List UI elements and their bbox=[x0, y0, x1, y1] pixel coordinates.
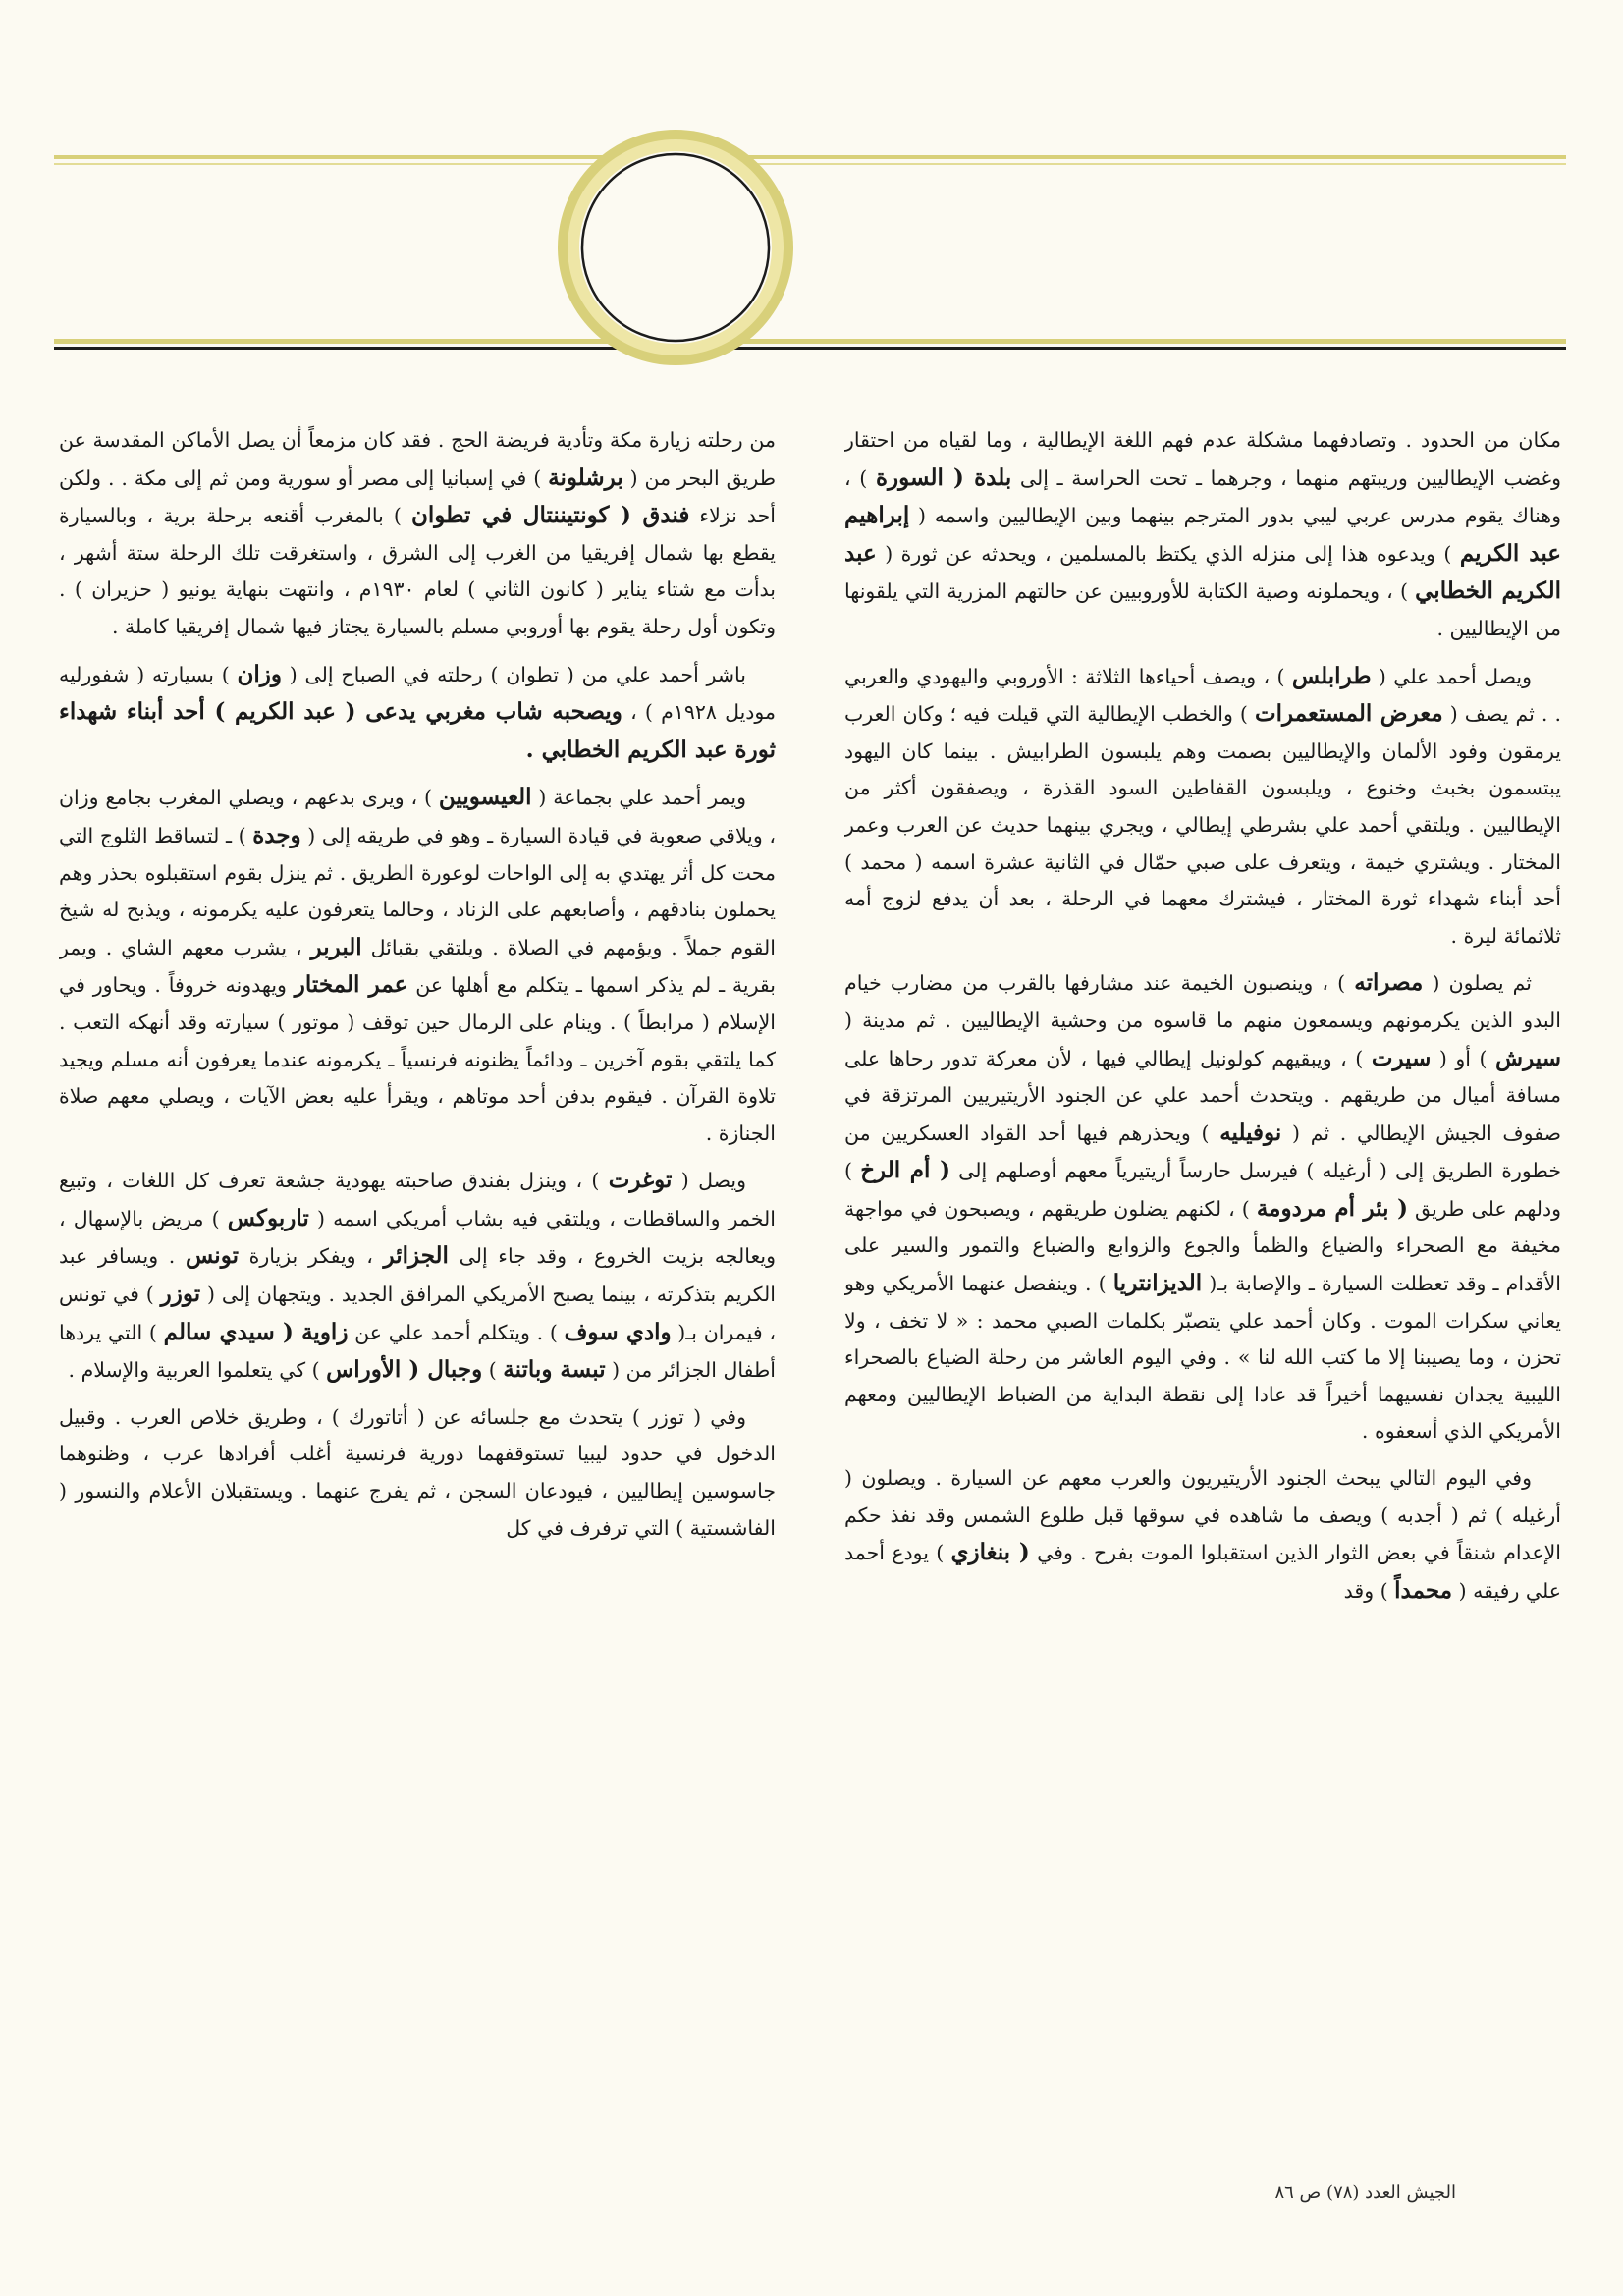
bold-text: وزان bbox=[237, 660, 283, 687]
header-ornament bbox=[0, 0, 1623, 373]
text-span: ) مريض بالإسهال ، ويعالجه بزيت الخروع ، وقد جاء إلى bbox=[59, 1206, 776, 1269]
bold-text: طرابلس bbox=[1291, 662, 1372, 689]
paragraph bbox=[59, 1399, 776, 1547]
text-span: ) ويدعوه هذا إلى منزله الذي يكتظ بالمسلمين ، ويحدثه عن ثورة ( bbox=[876, 541, 1460, 566]
text-span: ، ويفكر بزيارة bbox=[238, 1244, 384, 1269]
text-span: ) التي يردها أطفال الجزائر من ( bbox=[59, 1320, 776, 1383]
bold-text: سيرش bbox=[1495, 1044, 1561, 1071]
text-span: ) وقد bbox=[1343, 1578, 1395, 1603]
bold-text: وادي سوف bbox=[564, 1318, 672, 1345]
paragraph bbox=[844, 964, 1561, 1450]
text-span: ) ، وهناك يقوم مدرس عربي ليبي بدور المترجم بينهما وبين الإيطاليين واسمه ( bbox=[844, 465, 1561, 528]
bold-text: نوفيليه bbox=[1219, 1119, 1282, 1146]
bold-text: تبسة وباتنة bbox=[503, 1356, 606, 1384]
text-span: ) يودع أحمد علي رفيقه ( bbox=[844, 1541, 1561, 1603]
bold-text: زاوية ( سيدي سالم bbox=[163, 1318, 349, 1345]
text-span: ) ودلهم على طريق bbox=[844, 1159, 1561, 1221]
text-span: ) . وينفصل عنهما الأمريكي وهو يعاني سكرات الموت . وكان أحمد علي يتصبّر بكلمات الصبي محمد : « لا تخف ، ولا تحزن ، وما يصيبنا إلا ما كتب الله لنا » . وفي اليوم العاشر من رحلة الضياع بالصحراء الليبية يجدان نفسيهما أخيراً قد عادا إلى نقطة البداية من الضباط الإيطاليين ومعهم الأمريكي الذي أسعفوه . bbox=[844, 1272, 1561, 1444]
bold-text: ( أم الرخ bbox=[860, 1157, 950, 1184]
paragraph bbox=[844, 1460, 1561, 1610]
text-span: ) بالمغرب أقنعه برحلة برية ، وبالسيارة يقطع بها شمال إفريقيا من الغرب إلى الشرق ، واستغرقت تلك الرحلة ستة أشهر ، بدأت مع شتاء يناير ( كانون الثاني ) لعام ١٩٣٠م ، وانتهت بنهاية يونيو ( حزيران ) . وتكون أول رحلة يقوم بها أوروبي مسلم بالسيارة يجتاز فيها شمال إفريقيا كاملة . bbox=[59, 504, 776, 638]
text-span: ويمر أحمد علي بجماعة ( bbox=[531, 786, 746, 810]
bold-text: وجبال ( الأوراس bbox=[326, 1356, 483, 1384]
bold-text: عمر المختار bbox=[294, 971, 408, 999]
bold-text: الجزائر bbox=[383, 1242, 449, 1270]
text-span: ) في تونس ، فيمران بـ( bbox=[59, 1283, 776, 1344]
bold-text: البربر bbox=[310, 933, 362, 960]
text-span: ) في إسبانيا إلى مصر أو سورية ومن ثم إلى مكة . . ولكن أحد نزلاء bbox=[59, 465, 776, 528]
bold-text: الديزانتريا bbox=[1112, 1270, 1203, 1297]
text-span: ويهدونه خروفاً . ويحاور في الإسلام ( مرابطاً ) . وينام على الرمال حين توقف ( موتور ) سيارته وقد أنهكه التعب . كما يلتقي بقوم آخرين ـ ودائماً يظنونه فرنسياً ـ يكرمونه عندما يعرفون أنه مسلم ويجيد تلاوة القرآن . فيقوم بدفن أحد موتاهم ، ويقرأ عليه بعض الآيات ، ويصلي معهم صلاة الجنازة . bbox=[59, 973, 776, 1145]
text-span: ) ، وينصبون الخيمة عند مشارفها بالقرب من مضارب خيام البدو الذين يكرمونهم ويسمعون منهم ما قاسوه من وحشية الإيطاليين . ثم مدينة ( bbox=[844, 971, 1561, 1032]
bold-text: ( بئر أم مردومة bbox=[1256, 1194, 1408, 1222]
text-span: ويصل أحمد علي ( bbox=[1371, 664, 1532, 688]
text-span: ) ـ لتساقط الثلوج التي محت كل أثر يهتدي به إلى الواحات لوعورة الطريق . ثم ينزل بقوم استقبلوه بحذر وهم يحملون بنادقهم ، وأصابعهم على الزناد ، وحالما يتعرفون عليه يكرمونه ، ويذبح له شيخ القوم جملاً . ويؤمهم في الصلاة . ويلتقي بقبائل bbox=[59, 823, 776, 959]
bold-text: توزر bbox=[160, 1281, 201, 1308]
bold-text: برشلونة bbox=[548, 464, 623, 491]
bold-text: مصراته bbox=[1354, 969, 1424, 997]
bold-text: توغرت bbox=[608, 1167, 673, 1194]
bold-text: ويصحبه شاب مغربي يدعى ( عبد الكريم ) أحد أبناء شهداء ثورة عبد الكريم الخطابي . bbox=[59, 698, 776, 763]
text-span: من رحلته زيارة مكة وتأدية فريضة الحج . فقد كان مزمعاً أن يصل الأماكن المقدسة عن طريق البحر من ( bbox=[59, 428, 776, 490]
text-span: ) ويحذرهم فيها أحد القواد العسكريين من خطورة الطريق إلى ( أرغيله ) فيرسل حارساً أريتيرياً معهم أوصلهم إلى bbox=[844, 1121, 1561, 1183]
bold-text: إبراهيم عبد الكريم bbox=[844, 502, 1561, 567]
page-footer: الجيش العدد (٧٨) ص ٨٦ bbox=[1274, 2182, 1456, 2203]
bold-text: وجدة bbox=[252, 821, 301, 848]
bold-text: عبد الكريم الخطابي bbox=[844, 539, 1561, 605]
text-span: . ويسافر عبد الكريم بتذكرته ، بينما يصبح الأمريكي المرافق الجديد . ويتجهان إلى ( bbox=[59, 1244, 776, 1307]
bold-text: معرض المستعمرات bbox=[1254, 700, 1443, 728]
paragraph bbox=[59, 779, 776, 1152]
text-span: ويصل ( bbox=[672, 1169, 746, 1193]
column-right bbox=[59, 422, 776, 2151]
paragraph bbox=[59, 422, 776, 646]
bold-text: فندق ( كونتيننتال في تطوان bbox=[411, 502, 690, 529]
bold-text: سيرت bbox=[1371, 1044, 1432, 1071]
text-span: وفي ( توزر ) يتحدث مع جلسائه عن ( أتاتورك ) ، وطريق خلاص العرب . وقبيل الدخول في حدود ليبيا تستوقفهما دورية فرنسية أغلب أفرادها عرب ، وظنوهما جاسوسين إيطاليين ، فيودعان السجن ، ثم يفرج عنهما . ويستقبلان الأعلام والنسور ( الفاشستية ) التي ترفرف في كل bbox=[59, 1404, 776, 1540]
bold-text: ( بنغازي bbox=[950, 1539, 1030, 1566]
text-span: ) أو ( bbox=[1431, 1046, 1496, 1070]
text-span: ) ، ويرى بدعهم ، ويصلي المغرب بجامع وزان ، ويلاقي صعوبة في قيادة السيارة ـ وهو في طريقه إلى ( bbox=[59, 786, 776, 847]
text-span: ) ، وينزل بفندق صاحبته يهودية جشعة تعرف كل اللغات ، وتبيع الخمر والساقطات ، ويلتقي فيه بشاب أمريكي اسمه ( bbox=[59, 1169, 776, 1230]
text-span: ) ، ويبقيهم كولونيل إيطالي فيها ، لأن معركة تدور رحاها على مسافة أميال من طريقهم . ويتحدث أحمد علي عن الجنود الأريتيريين المرتزقة في صفوف الجيش الإيطالي . ثم ( bbox=[844, 1046, 1561, 1145]
text-span: ) كي يتعلموا العربية والإسلام . bbox=[68, 1358, 327, 1383]
text-span: مكان من الحدود . وتصادفهما مشكلة عدم فهم اللغة الإيطالية ، وما لقياه من احتقار وغضب الإيطاليين وريبتهم منهما ، وجرهما ـ تحت الحراسة ـ إلى bbox=[844, 428, 1561, 490]
paragraph bbox=[844, 658, 1561, 956]
text-span: ) والخطب الإيطالية التي قيلت فيه ؛ وكان العرب يرمقون وفود الألمان والإيطاليين بصمت وهم يلبسون الطرابيش . بينما كان اليهود يبتسمون بخبث وخنوع ، ويلبسون القفاطين السود القذرة ، ويصفقون أكثر من الإيطاليين . ويلتقي أحمد علي بشرطي إيطالي ، ويجري بينهما حديث عن العرب وعمر المختار . ويشتري خيمة ، ويتعرف على صبي حمّال في الثانية عشرة اسمه ( محمد ) أحد أبناء شهداء ثورة المختار ، فيشترك معهما في الرحلة ، بعد أن يدفع لزوج أمه ثلاثمائة ليرة . bbox=[844, 702, 1561, 948]
bold-text: تونس bbox=[185, 1242, 239, 1270]
text-span: وفي اليوم التالي يبحث الجنود الأريتيريون والعرب معهم عن السيارة . ويصلون ( أرغيله ) ثم ( أجدبه ) ويصف ما شاهده في سوقها قبل طلوع الشمس وقد نفذ حكم الإعدام شنقاً في بعض الثوار الذين استقبلوا الموت بفرح . وفي bbox=[844, 1466, 1561, 1565]
text-span: ) بسيارته ( شفورليه موديل ١٩٢٨م ) ، bbox=[59, 662, 776, 725]
text-span: ) . ويتكلم أحمد علي عن bbox=[348, 1320, 565, 1344]
text-span: باشر أحمد علي من ( تطوان ) رحلته في الصباح إلى ( bbox=[282, 662, 746, 686]
paragraph bbox=[844, 422, 1561, 648]
column-left bbox=[844, 422, 1561, 2151]
text-span: ثم يصلون ( bbox=[1423, 971, 1533, 996]
paragraph bbox=[59, 1162, 776, 1390]
text-span: ) ، ويحملونه وصية الكتابة للأوروبيين عن حالتهم المزرية التي يلقونها من الإيطاليين . bbox=[844, 579, 1561, 640]
bold-text: تاربوكس bbox=[227, 1204, 309, 1231]
bold-text: العيسويين bbox=[438, 784, 532, 811]
text-span: ) ، ويصف أحياءها الثلاثة : الأوروبي واليهودي والعربي . . ثم يصف ( bbox=[844, 664, 1561, 727]
bold-text: محمداً bbox=[1394, 1576, 1453, 1604]
text-span: ، يشرب معهم الشاي . ويمر بقرية ـ لم يذكر اسمها ـ يتكلم مع أهلها عن bbox=[59, 935, 776, 998]
paragraph bbox=[59, 656, 776, 770]
text-span: ) bbox=[482, 1358, 504, 1383]
bold-text: بلدة ( السورة bbox=[875, 464, 1012, 491]
text-span: ) ، لكنهم يضلون طريقهم ، ويصبحون في مواجهة مخيفة مع الصحراء والضياع والظمأ والجوع والزوابع والضباع والتمور والسير على الأقدام ـ وقد تعطلت السيارة ـ والإصابة بـ( bbox=[844, 1196, 1561, 1296]
